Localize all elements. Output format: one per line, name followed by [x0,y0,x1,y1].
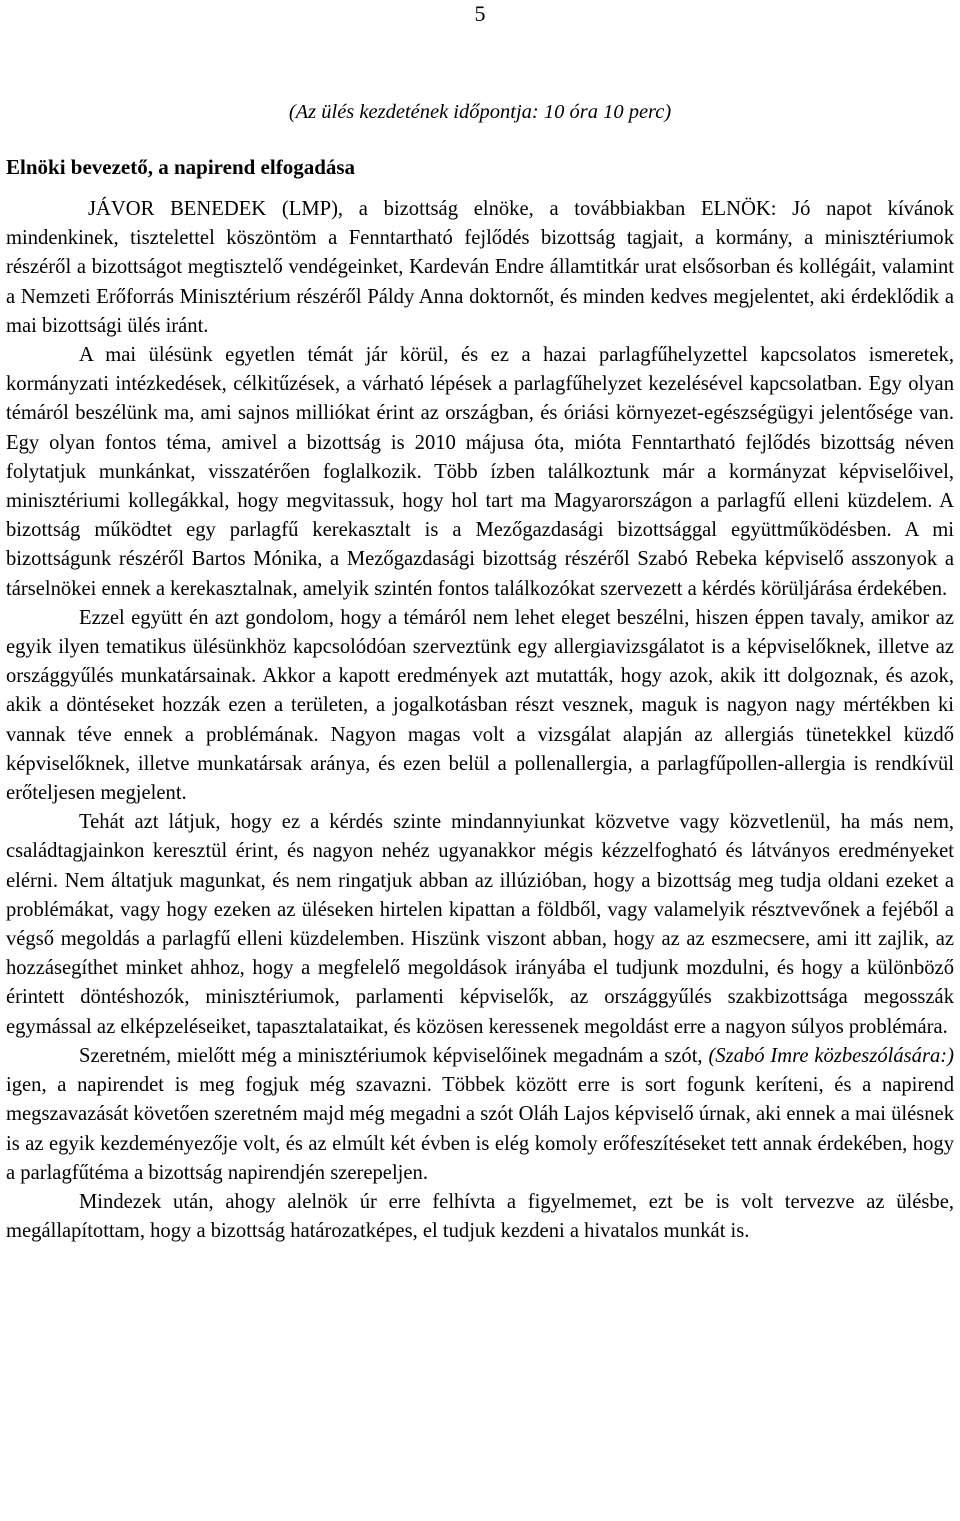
page-number: 5 [474,1,486,26]
paragraph-agenda-text-after: igen, a napirendet is meg fogjuk még szavazni. Többek között erre is sort fogunk keríteni, és a napirend megszavazását követően szeretném majd még megadni a szót Oláh Lajos képviselő úrnak, aki ennek a mai ülésnek is az egyik kezdeményezője volt, és az elmúlt két évben is elég komoly erőfeszítéseket tett annak érdekében, hogy a parlagfűtéma a bizottság napirendjén szerepeljen. [6,1074,954,1184]
document-body [6,195,954,1246]
interjection-note: (Szabó Imre közbeszólására:) [708,1044,954,1067]
paragraph-opening-remarks: JÁVOR BENEDEK (LMP), a bizottság elnöke, a továbbiakban ELNÖK: Jó napot kívánok mindenkinek, tisztelettel köszöntöm a Fenntartható fejlődés bizottság tagjait, a kormány, a minisztériumok részéről a bizottságot megtisztelő vendégeinket, Kardeván Endre államtitkár urat elsősorban és kollégáit, valamint a Nemzeti Erőforrás Minisztérium részéről Páldy Anna doktornőt, és minden kedves megjelentet, aki érdeklődik a mai bizottsági ülés iránt. [6,198,954,337]
paragraph-topic: A mai ülésünk egyetlen témát jár körül, és ez a hazai parlagfűhelyzettel kapcsolatos ismeretek, kormányzati intézkedések, célkitűzések, a várható lépések a parlagfűhelyzet kezelésével kapcsolatban. Egy olyan témáról beszélünk ma, ami sajnos milliókat érint az országban, és óriási környezet-egészségügyi jelentősége van. Egy olyan fontos téma, amivel a bizottság is 2010 májusa óta, mióta Fenntartható fejlődés bizottság néven folytatjuk munkánkat, visszatérően foglalkozik. Több ízben találkoztunk már a kormányzat képviselőivel, minisztériumi kollegákkal, hogy megvitassuk, hogy hol tart ma Magyarországon a parlagfű elleni küzdelem. A bizottság működtet egy parlagfű kerekasztalt is a Mezőgazdasági bizottsággal együttműködésben. A mi bizottságunk részéről Bartos Mónika, a Mezőgazdasági bizottság részéről Szabó Rebeka képviselő asszonyok a társelnökei ennek a kerekasztalnak, amelyik szintén fontos találkozókat szervezett a kérdés körüljárása érdekében. [6,344,954,600]
paragraph-agenda [6,1042,954,1188]
paragraph-allergy-test: Ezzel együtt én azt gondolom, hogy a témáról nem lehet eleget beszélni, hiszen éppen tavaly, amikor az egyik ilyen tematikus ülésünkhöz kapcsolódóan szerveztünk egy allergiavizsgálatot is a képviselőknek, illetve az országgyűlés munkatársainak. Akkor a kapott eredmények azt mutatták, hogy azok, akik itt dolgoznak, és azok, akik a döntéseket hozzák ezen a területen, a jogalkotásban részt vesznek, maguk is nagyon nagy mértékben ki vannak téve ennek a problémának. Nagyon magas volt a vizsgálat alapján az allergiás tünetekkel küzdő képviselőknek, illetve munkatársak aránya, és ezen belül a pollenallergia, a parlagfűpollen-allergia is rendkívül erőteljesen megjelent. [6,606,954,805]
paragraph-quorum: Mindezek után, ahogy alelnök úr erre felhívta a figyelmemet, ezt be is volt tervezve az ülésbe, megállapítottam, hogy a bizottság határozatképes, el tudjuk kezdeni a hivatalos munkát is. [6,1190,954,1243]
section-heading: Elnöki bevezető, a napirend elfogadása [6,155,356,179]
session-start-time: (Az ülés kezdetének időpontja: 10 óra 10 perc) [288,101,672,123]
paragraph-agenda-text-before: Szeretném, mielőtt még a minisztériumok képviselőinek megadnám a szót, [79,1044,709,1067]
paragraph-discussion: Tehát azt látjuk, hogy ez a kérdés szinte mindannyiunkat közvetve vagy közvetlenül, ha más nem, családtagjainkon keresztül érint, és nagyon nehéz ugyanakkor mégis kézzelfogható és látványos eredményeket elérni. Nem áltatjuk magunkat, és nem ringatjuk abban az illúzióban, hogy a bizottság meg tudja oldani ezeket a problémákat, vagy hogy ezeken az üléseken hirtelen kipattan a földből, vagy valamelyik résztvevőnek a fejéből a végső megoldás a parlagfű elleni küzdelemben. Hiszünk viszont abban, hogy az az eszmecsere, ami itt zajlik, az hozzásegíthet minket ahhoz, hogy a megfelelő megoldások irányába el tudjunk mozdulni, és hogy a különböző érintett döntéshozók, minisztériumok, parlamenti képviselők, az országgyűlés szakbizottsága megosszák egymással az elképzeléseiket, tapasztalataikat, és közösen keressenek megoldást erre a nagyon súlyos problémára. [6,811,954,1038]
